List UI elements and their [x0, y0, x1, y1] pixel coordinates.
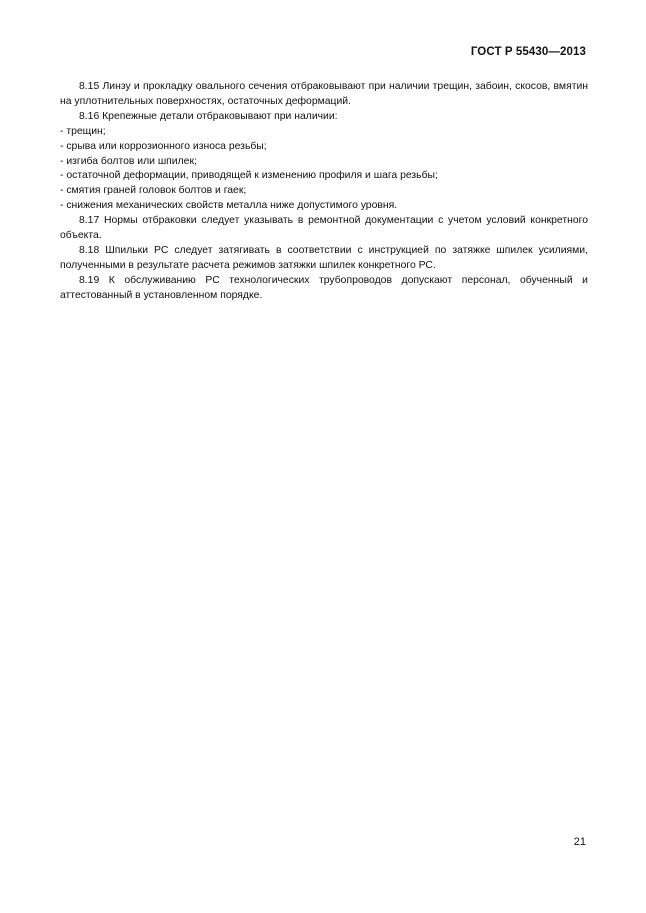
- paragraph-8-15: 8.15 Линзу и прокладку овального сечения отбраковывают при наличии трещин, забоин, скосов, вмятин на уплотнительных поверхностях, остаточных деформаций.: [60, 81, 588, 107]
- list-item: - срыва или коррозионного износа резьбы;: [60, 140, 267, 152]
- list-item: - снижения механических свойств металла ниже допустимого уровня.: [60, 200, 398, 212]
- page-number: 21: [573, 836, 586, 848]
- document-body: [60, 80, 588, 304]
- list-item: - остаточной деформации, приводящей к изменению профиля и шага резьбы;: [60, 170, 438, 182]
- paragraph-8-19: 8.19 К обслуживанию РС технологических трубопроводов допускают персонал, обученный и аттестованный в установленном порядке.: [60, 274, 588, 301]
- paragraph-8-16: 8.16 Крепежные детали отбраковывают при наличии:: [79, 110, 338, 122]
- list-item: - трещин;: [60, 125, 106, 137]
- list-item: - изгиба болтов или шпилек;: [60, 155, 197, 167]
- paragraph-8-17: 8.17 Нормы отбраковки следует указывать в ремонтной документации с учетом условий конкретного объекта.: [60, 215, 588, 242]
- document-header: ГОСТ Р 55430—2013: [470, 46, 586, 58]
- paragraph-8-18: 8.18 Шпильки РС следует затягивать в соответствии с инструкцией по затяжке шпилек усилиями, полученными в результате расчета режимов затяжки шпилек конкретного РС.: [60, 244, 588, 271]
- list-item: - смятия граней головок болтов и гаек;: [60, 185, 247, 197]
